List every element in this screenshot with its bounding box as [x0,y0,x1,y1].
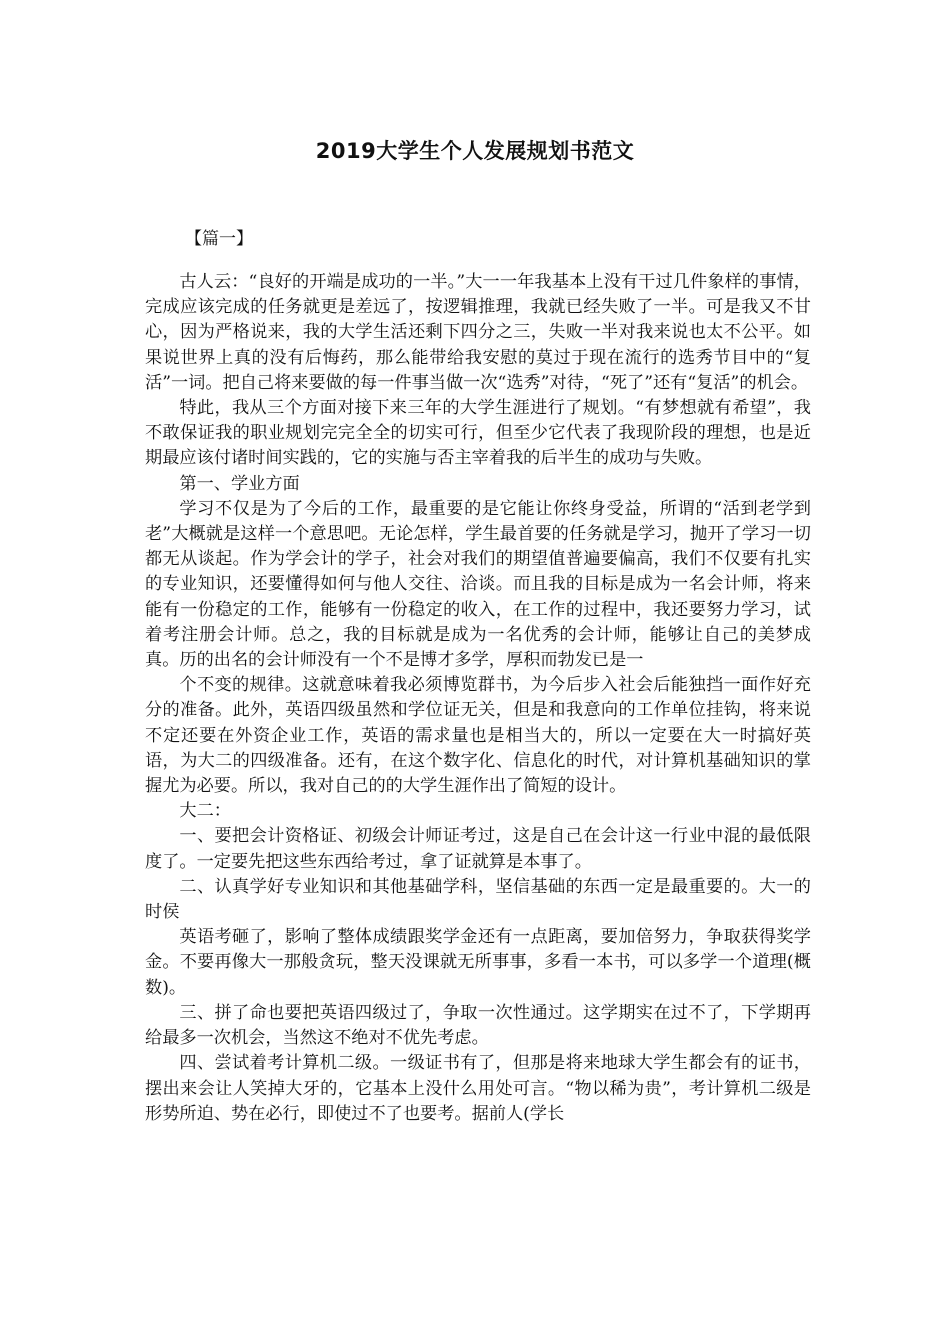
paragraph-plan-overview: 特此，我从三个方面对接下来三年的大学生涯进行了规划。“有梦想就有希望”，我不敢保证我的职业规划完完全全的切实可行，但至少它代表了我现阶段的理想，也是近期最应该付诸时间实践的，它的实施与否主宰着我的后半生的成功与失败。 [145,398,811,469]
section-label: 【篇一】 [185,229,253,249]
paragraph-academics-continued: 个不变的规律。这就意味着我必须博览群书，为今后步入社会后能独挡一面作好充分的准备。此外，英语四级虽然和学位证无关，但是和我意向的工作单位挂钩，将来说不定还要在外资企业工作，英语的需求量也是相当大的，所以一定要在大一时搞好英语，为大二的四级准备。还有，在这个数字化、信息化的时代，对计算机基础知识的掌握尤为必要。所以，我对自己的的大学生涯作出了简短的设计。 [145,675,811,797]
list-item-1: 一、要把会计资格证、初级会计师证考过，这是自己在会计这一行业中混的最低限度了。一定要先把这些东西给考过，拿了证就算是本事了。 [145,826,811,872]
list-item-2: 二、认真学好专业知识和其他基础学科，坚信基础的东西一定是最重要的。大一的时侯 [145,876,811,923]
document-body [145,270,811,1127]
list-item-4: 四、尝试着考计算机二级。一级证书有了，但那是将来地球大学生都会有的证书，摆出来会让人笑掉大牙的，它基本上没什么用处可言。“物以稀为贵”，考计算机二级是形势所迫、势在必行，即使过不了也要考。据前人(学长 [145,1053,811,1124]
document-title: 2019大学生个人发展规划书范文 [315,139,635,163]
paragraph-intro: 古人云：“良好的开端是成功的一半。”大一一年我基本上没有干过几件象样的事情，完成应该完成的任务就更是差远了，按逻辑推理，我就已经失败了一半。可是我又不甘心，因为严格说来，我的大学生活还剩下四分之三，失败一半对我来说也太不公平。如果说世界上真的没有后悔药，那么能带给我安慰的莫过于现在流行的选秀节目中的“复活”一词。把自己将来要做的每一件事当做一次“选秀”对待，“死了”还有“复活”的机会。 [145,272,811,393]
list-item-2-continued: 英语考砸了，影响了整体成绩跟奖学金还有一点距离，要加倍努力，争取获得奖学金。不要再像大一那般贪玩，整天没课就无所事事，多看一本书，可以多学一个道理(概数)。 [145,927,811,998]
list-item-3: 三、拼了命也要把英语四级过了，争取一次性通过。这学期实在过不了，下学期再给最多一次机会，当然这不绝对不优先考虑。 [145,1002,811,1049]
paragraph-academics: 学习不仅是为了今后的工作，最重要的是它能让你终身受益，所谓的“活到老学到老”大概就是这样一个意思吧。无论怎样，学生最首要的任务就是学习，抛开了学习一切都无从谈起。作为学会计的学子，社会对我们的期望值普遍要偏高，我们不仅要有扎实的专业知识，还要懂得如何与他人交往、洽谈。而且我的目标是成为一名会计师，将来能有一份稳定的工作，能够有一份稳定的收入，在工作的过程中，我还要努力学习，试着考注册会计师。总之，我的目标就是成为一名优秀的会计师，能够让自己的美梦成真。历的出名的会计师没有一个不是博才多学，厚积而勃发已是一 [145,498,811,671]
heading-year-two: 大二： [179,801,231,822]
heading-academics: 第一、学业方面 [179,473,300,494]
